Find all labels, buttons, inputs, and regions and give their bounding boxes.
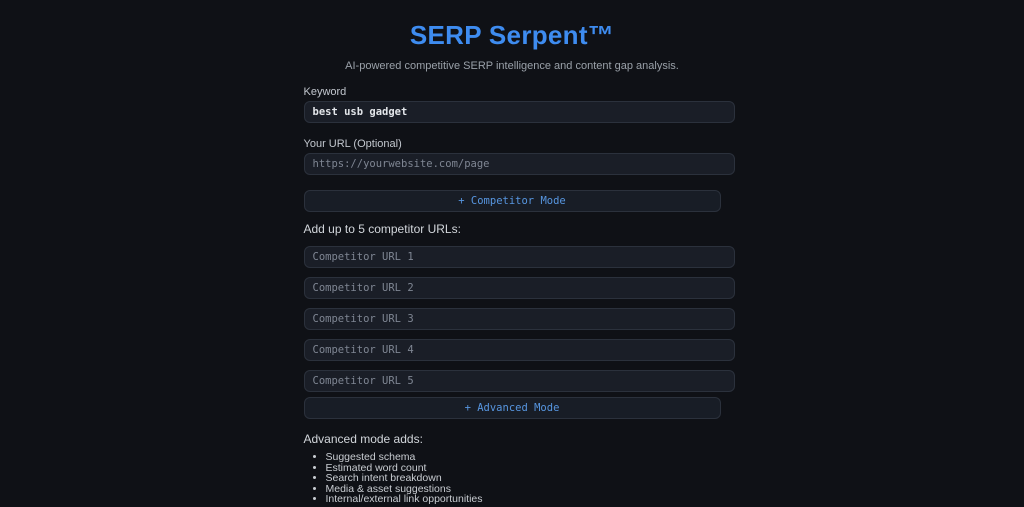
page-title: SERP Serpent™	[409, 20, 615, 50]
your-url-label: Your URL (Optional)	[303, 138, 402, 150]
competitor-url-3-input[interactable]	[304, 308, 735, 330]
advanced-feature-item: • Internal/external link opportunities	[326, 494, 721, 505]
competitor-url-4-input[interactable]	[304, 339, 735, 361]
main-form	[304, 0, 721, 505]
advanced-feature-item: • Media & asset suggestions	[326, 484, 721, 495]
advanced-mode-button[interactable]: + Advanced Mode	[304, 397, 721, 419]
competitor-section-heading: Add up to 5 competitor URLs:	[303, 222, 461, 236]
competitor-mode-button[interactable]: + Competitor Mode	[304, 190, 721, 212]
advanced-feature-list	[304, 452, 721, 505]
advanced-feature-item: • Suggested schema	[326, 452, 721, 463]
competitor-url-2-input[interactable]	[304, 277, 735, 299]
competitor-url-1-input[interactable]	[304, 246, 735, 268]
page-subtitle: AI-powered competitive SERP intelligence and content gap analysis.	[345, 60, 679, 72]
your-url-input[interactable]	[304, 153, 735, 175]
keyword-input[interactable]	[304, 101, 735, 123]
advanced-feature-item: • Estimated word count	[326, 463, 721, 474]
competitor-url-5-input[interactable]	[304, 370, 735, 392]
keyword-label: Keyword	[303, 86, 347, 98]
advanced-feature-item: • Search intent breakdown	[326, 473, 721, 484]
advanced-info-heading: Advanced mode adds:	[303, 432, 423, 446]
